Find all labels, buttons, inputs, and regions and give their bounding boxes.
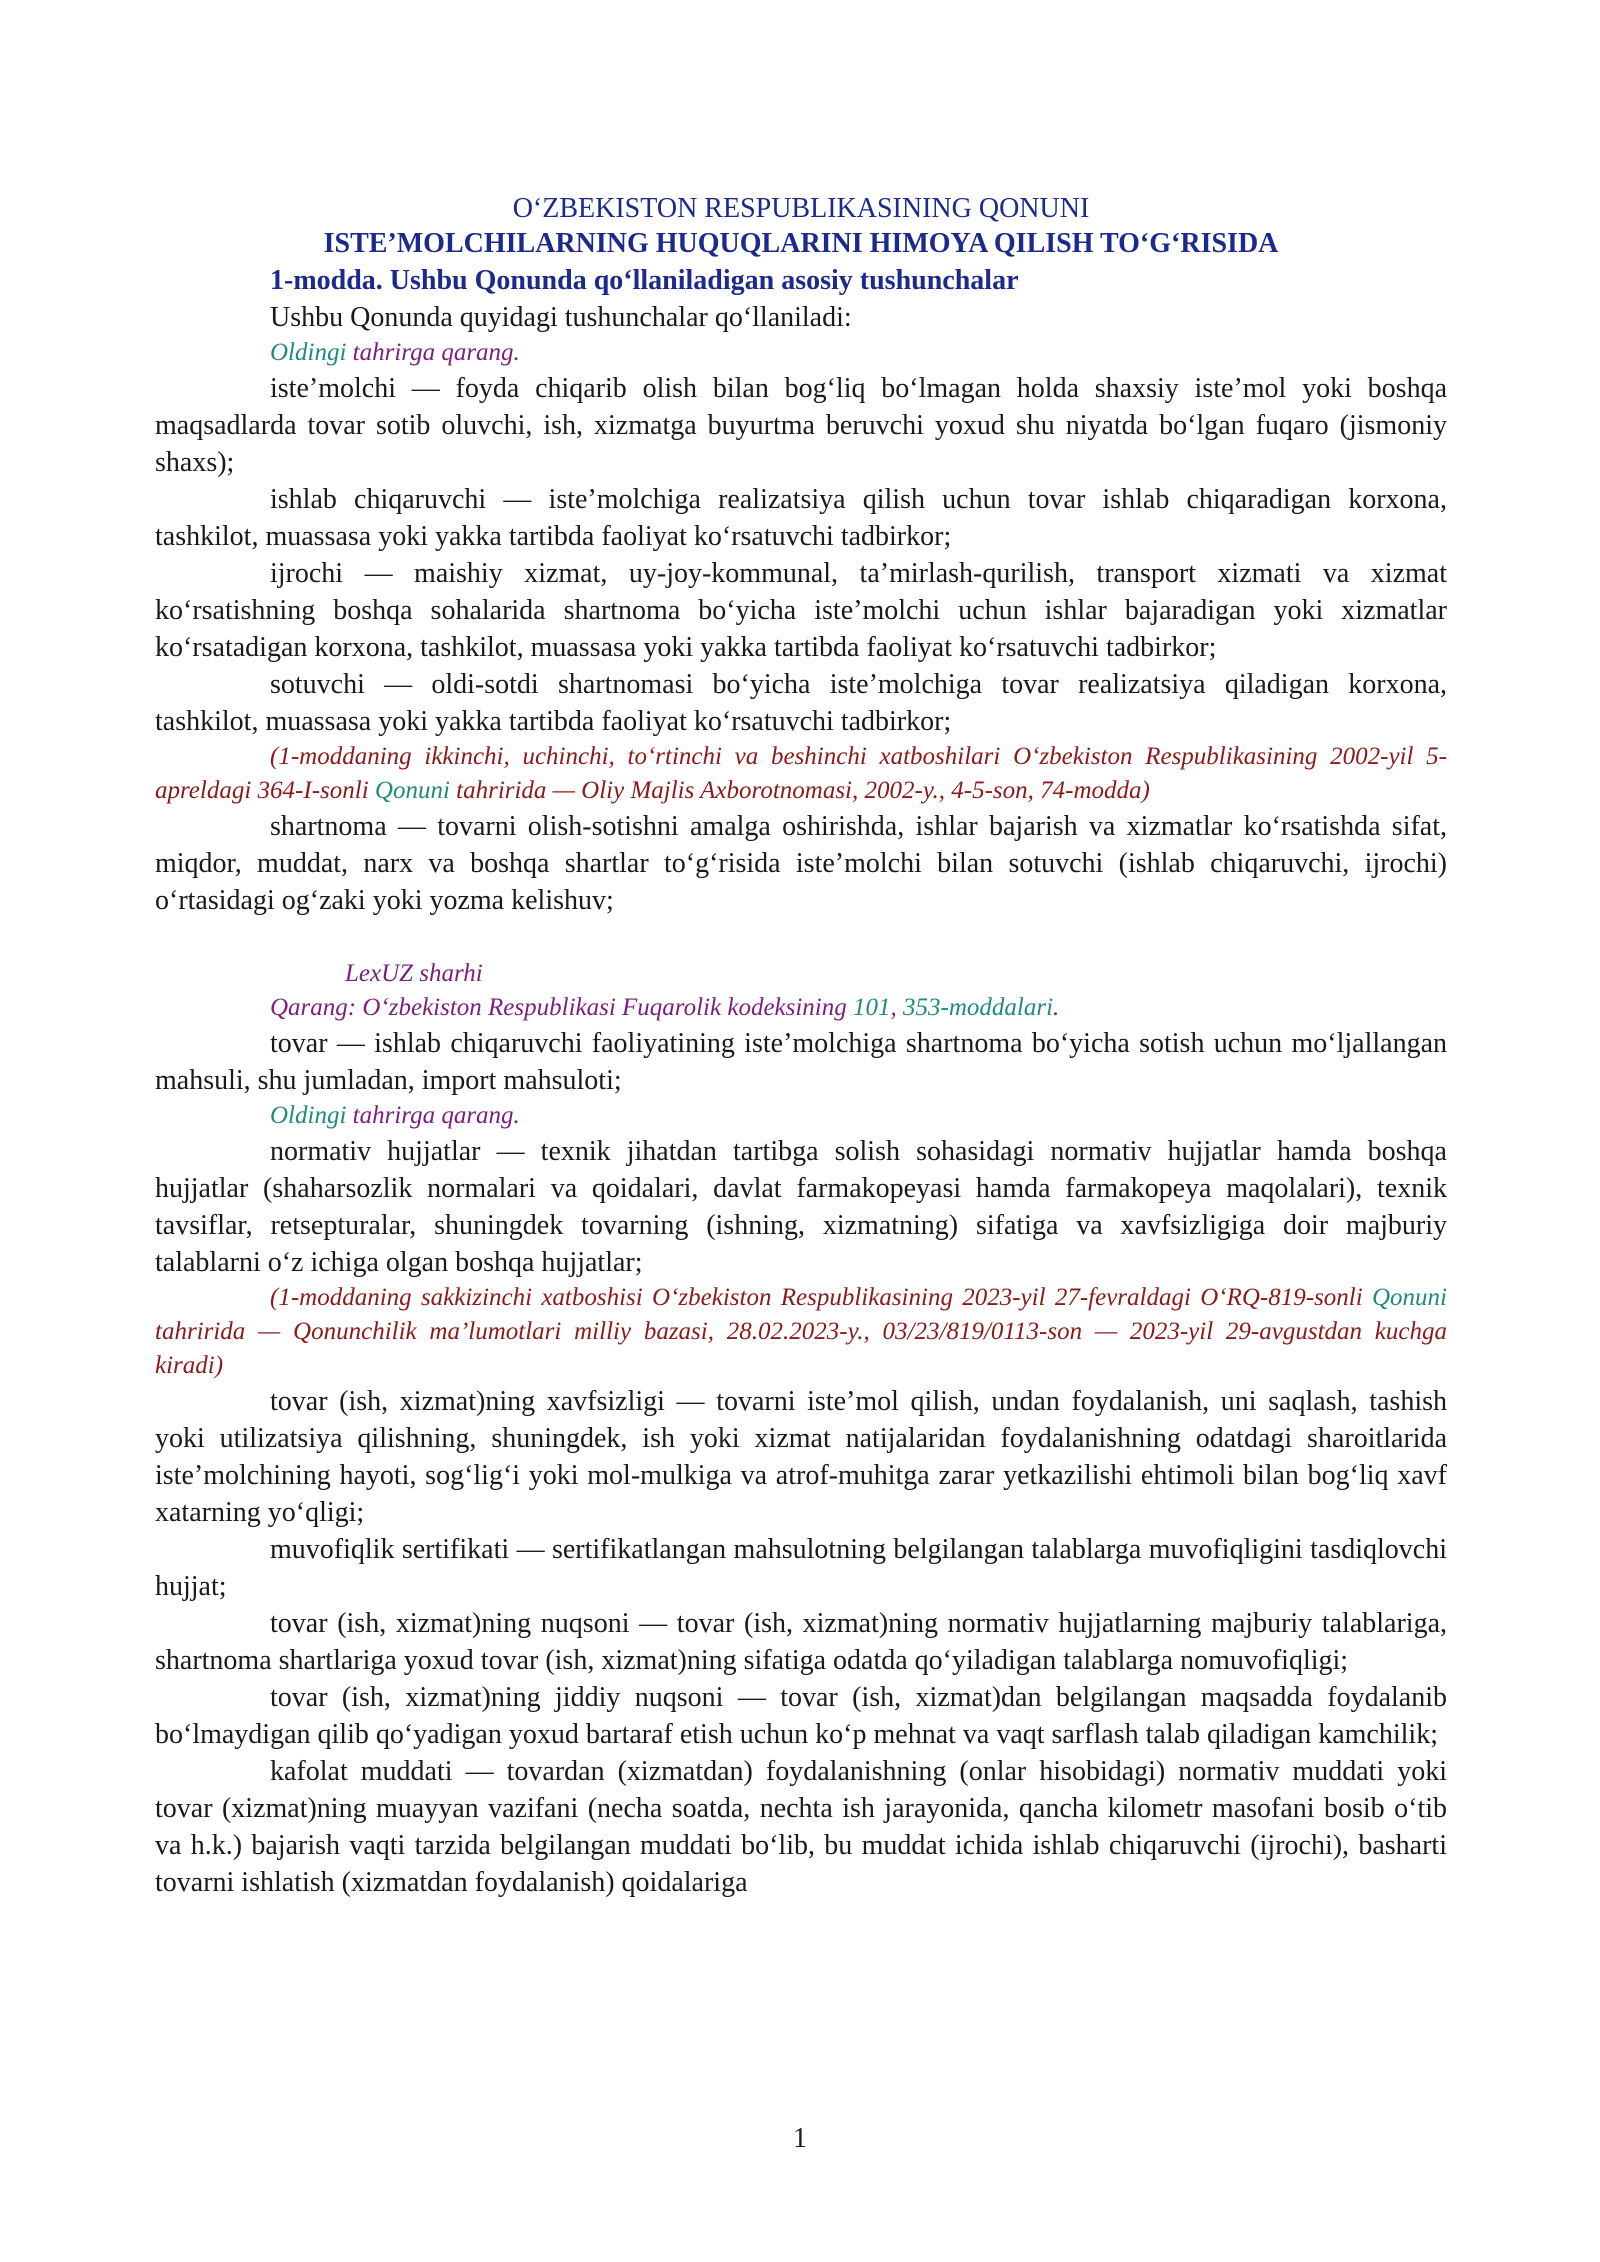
lexuz-comment-title: LexUZ sharhi <box>345 960 483 987</box>
article-heading: 1-modda. Ushbu Qonunda qo‘llaniladigan asosiy tushunchalar <box>270 265 1019 296</box>
amendment-text: tahririda — Qonunchilik ma’lumotlari milliy bazasi, 28.02.2023-y., 03/23/819/0113-son — 2023-yil 29-avgustdan kuchga kiradi) <box>155 1318 1447 1379</box>
definition-istemolchi: iste’molchi — foyda chiqarib olish bilan bog‘liq bo‘lmagan holda shaxsiy iste’mol yoki boshqa maqsadlarda tovar sotib oluvchi, ish, xizmatga buyurtma beruvchi yoxud shu niyatda bo‘lgan fuqaro (jismoniy shaxs); <box>155 373 1447 478</box>
article-353-link[interactable]: 353-moddalari <box>903 994 1054 1021</box>
previous-edition-note <box>155 1099 1447 1133</box>
amendment-law-link[interactable]: Qonuni <box>374 777 450 804</box>
amendment-text: (1-moddaning ikkinchi, uchinchi, to‘rtinchi va beshinchi xatboshilari O‘zbekiston Respublikasining 2002-yil 5-apreldagi 364-I-sonli <box>155 743 1447 804</box>
amendment-note <box>155 1281 1447 1383</box>
lexuz-comment-text: Qarang: O‘zbekiston Respublikasi Fuqarolik kodeksining <box>270 994 854 1021</box>
lexuz-comment <box>155 991 1447 1025</box>
lexuz-separator: , <box>890 994 904 1021</box>
amendment-note <box>155 740 1447 808</box>
definition-sertifikat: muvofiqlik sertifikati — sertifikatlangan mahsulotning belgilangan talablarga muvofiqligini tasdiqlovchi hujjat; <box>155 1534 1447 1602</box>
law-title: ISTE’MOLCHILARNING HUQUQLARINI HIMOYA QILISH TO‘G‘RISIDA <box>323 228 1279 259</box>
definition-shartnoma: shartnoma — tovarni olish-sotishni amalga oshirishda, ishlar bajarish va xizmatlar ko‘rsatishda sifat, miqdor, muddat, narx va boshqa shartlar to‘g‘risida iste’molchi bilan sotuvchi (ishlab chiqaruvchi, ijrochi) o‘rtasidagi og‘zaki yoki yozma kelishuv; <box>155 811 1447 916</box>
previous-edition-note <box>155 336 1447 370</box>
page-number: 1 <box>793 2123 807 2154</box>
definition-ishlab-chiqaruvchi: ishlab chiqaruvchi — iste’molchiga realizatsiya qilish uchun tovar ishlab chiqaradigan korxona, tashkilot, muassasa yoki yakka tartibda faoliyat ko‘rsatuvchi tadbirkor; <box>155 484 1447 552</box>
definition-xavfsizlik: tovar (ish, xizmat)ning xavfsizligi — tovarni iste’mol qilish, undan foydalanish, uni saqlash, tashish yoki utilizatsiya qilishning, shuningdek, ish yoki xizmat natijalaridan foydalanishning odatdagi sharoitlarida iste’molchining hayoti, sog‘lig‘i yoki mol-mulkiga va atrof-muhitga zarar yetkazilishi ehtimoli bilan bog‘liq xavf xatarning yo‘qligi; <box>155 1386 1447 1528</box>
previous-edition-text: tahrirga qarang. <box>346 1102 520 1129</box>
document-content <box>155 192 1447 1901</box>
article-intro: Ushbu Qonunda quyidagi tushunchalar qo‘llaniladi: <box>270 302 852 333</box>
definition-tovar: tovar — ishlab chiqaruvchi faoliyatining iste’molchiga shartnoma bo‘yicha sotish uchun mo‘ljallangan mahsuli, shu jumladan, import mahsuloti; <box>155 1028 1447 1096</box>
article-101-link[interactable]: 101 <box>853 994 891 1021</box>
previous-edition-link[interactable]: Oldingi <box>270 339 347 366</box>
definition-sotuvchi: sotuvchi — oldi-sotdi shartnomasi bo‘yicha iste’molchiga tovar realizatsiya qiladigan korxona, tashkilot, muassasa yoki yakka tartibda faoliyat ko‘rsatuvchi tadbirkor; <box>155 669 1447 737</box>
definition-normativ-hujjatlar: normativ hujjatlar — texnik jihatdan tartibga solish sohasidagi normativ hujjatlar hamda boshqa hujjatlar (shaharsozlik normalari va qoidalari, davlat farmakopeyasi hamda farmakopeya maqolalari), texnik tavsiflar, retsepturalar, shuningdek tovarning (ishning, xizmatning) sifatiga va xavfsizligiga doir majburiy talablarni o‘z ichiga olgan boshqa hujjatlar; <box>155 1136 1447 1278</box>
definition-jiddiy-nuqson: tovar (ish, xizmat)ning jiddiy nuqsoni — tovar (ish, xizmat)dan belgilangan maqsadda foydalanib bo‘lmaydigan qilib qo‘yadigan yoxud bartaraf etish uchun ko‘p mehnat va vaqt sarflash talab qiladigan kamchilik; <box>155 1682 1447 1750</box>
definition-kafolat-muddati: kafolat muddati — tovardan (xizmatdan) foydalanishning (onlar hisobidagi) normativ muddati yoki tovar (xizmat)ning muayyan vazifani (necha soatda, nechta ish jarayonida, qancha kilometr masofani bosib o‘tib va h.k.) bajarish vaqti tarzida belgilangan muddati bo‘lib, bu muddat ichida ishlab chiqaruvchi (ijrochi), basharti tovarni ishlatish (xizmatdan foydalanish) qoidalariga <box>155 1756 1447 1898</box>
law-type: O‘ZBEKISTON RESPUBLIKASINING QONUNI <box>512 193 1090 224</box>
amendment-text: tahririda — Oliy Majlis Axborotnomasi, 2002-y., 4-5-son, 74-modda) <box>449 777 1150 804</box>
amendment-text: (1-moddaning sakkizinchi xatboshisi O‘zbekiston Respublikasining 2023-yil 27-fevraldagi O‘RQ-819-sonli <box>270 1284 1372 1311</box>
lexuz-end: . <box>1053 994 1060 1021</box>
spacer <box>155 919 1447 957</box>
previous-edition-link[interactable]: Oldingi <box>270 1102 347 1129</box>
amendment-law-link[interactable]: Qonuni <box>1372 1284 1447 1311</box>
previous-edition-text: tahrirga qarang. <box>346 339 520 366</box>
definition-nuqson: tovar (ish, xizmat)ning nuqsoni — tovar (ish, xizmat)ning normativ hujjatlarning majburiy talablariga, shartnoma shartlariga yoxud tovar (ish, xizmat)ning sifatiga odatda qo‘yiladigan talablarga nomuvofiqligi; <box>155 1608 1447 1676</box>
definition-ijrochi: ijrochi — maishiy xizmat, uy-joy-kommunal, ta’mirlash-qurilish, transport xizmati va xizmat ko‘rsatishning boshqa sohalarida shartnoma bo‘yicha iste’molchi uchun ishlar bajaradigan yoki xizmatlar ko‘rsatadigan korxona, tashkilot, muassasa yoki yakka tartibda faoliyat ko‘rsatuvchi tadbirkor; <box>155 558 1447 663</box>
